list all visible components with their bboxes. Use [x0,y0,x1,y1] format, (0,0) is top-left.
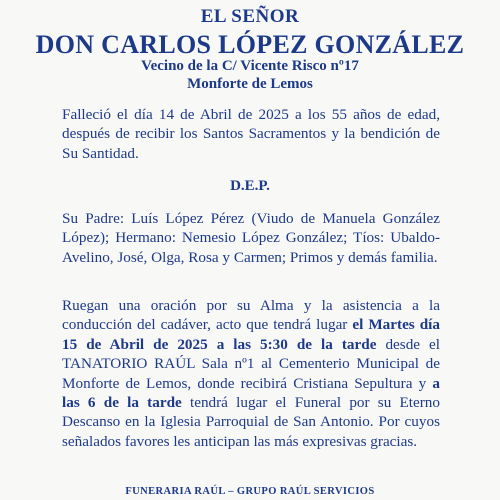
ceremony-text-3: tendrá lugar el Funeral por su Eterno Descanso en la Iglesia Parroquial de San Antonio. Por cuyos señalados favores les anticipan las más expresivas gracias. [62,394,440,450]
funeral-time: a las 6 de la tarde [62,374,440,412]
address-line: Vecino de la C/ Vicente Risco nº17 [141,58,359,74]
ceremony-paragraph [62,296,440,451]
honorific-title: EL SEÑOR [200,6,300,27]
ceremony-text-2: desde el TANATORIO RAÚL Sala nº1 al Cementerio Municipal de Monforte de Lemos, donde recibirá Cristiana Sepultura y [62,335,440,392]
funeral-home-footer: FUNERARIA RAÚL – GRUPO RAÚL SERVICIOS [125,486,375,497]
ceremony-text-1: Ruegan una oración por su Alma y la asistencia a la conducción del cadáver, acto que tendrá lugar [62,297,440,334]
deceased-name: DON CARLOS LÓPEZ GONZÁLEZ [35,30,465,59]
dep-heading: D.E.P. [230,178,270,194]
ceremony-date-time: el Martes día 15 de Abril de 2025 a las 5:30 de la tarde [62,316,440,353]
death-notice-paragraph: Falleció el día 14 de Abril de 2025 a los 55 años de edad, después de recibir los Santos Sacramentos y la bendición de Su Santidad. [62,106,440,162]
town-line: Monforte de Lemos [187,76,313,92]
family-paragraph: Su Padre: Luís López Pérez (Viudo de Manuela González López); Hermano: Nemesio López González; Tíos: Ubaldo-Avelino, José, Olga, Rosa y Carmen; Primos y demás familia. [62,210,440,266]
